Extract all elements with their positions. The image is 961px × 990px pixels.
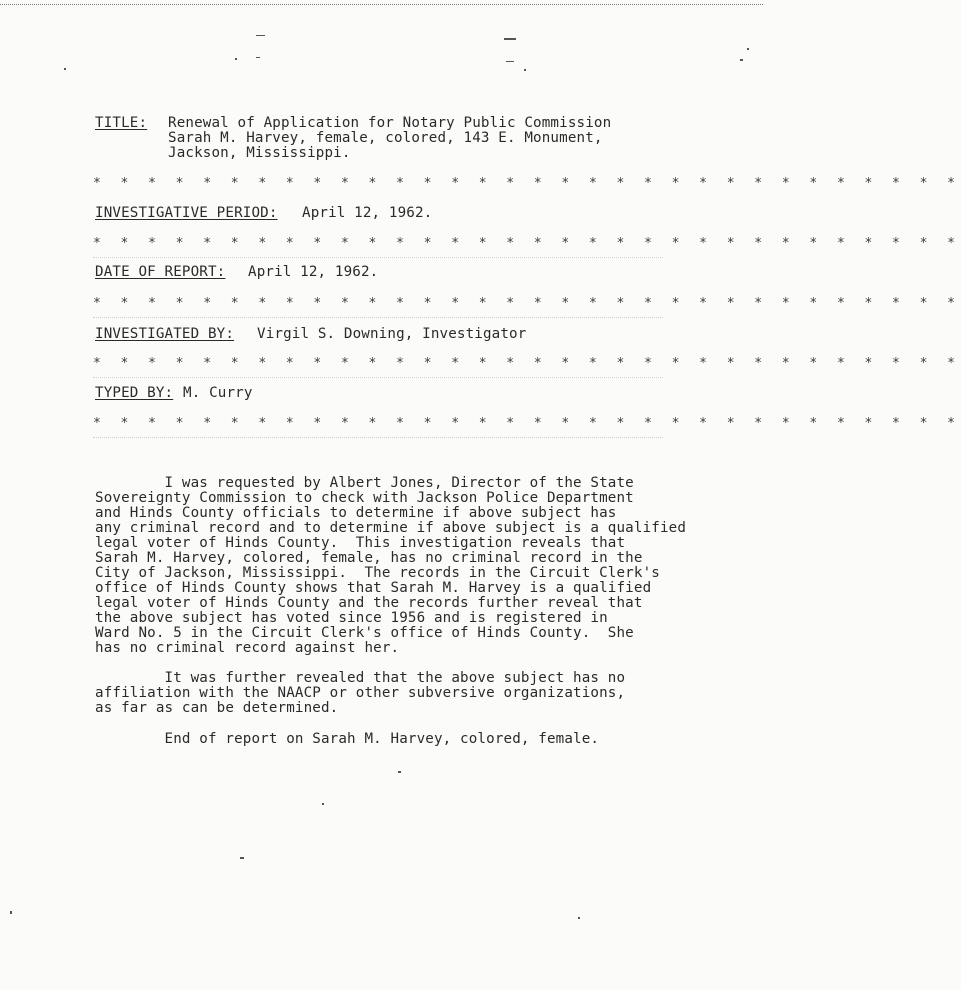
closing-line: End of report on Sarah M. Harvey, colored, female. [95,731,600,747]
body-line: affiliation with the NAACP or other subversive organizations, [95,685,626,701]
scan-speck [256,57,260,58]
body-line: legal voter of Hinds County and the records further reveal that [95,595,643,611]
title-line: Sarah M. Harvey, female, colored, 143 E. Monument, [168,130,603,146]
date-of-report-value: April 12, 1962. [248,264,379,280]
scan-speck [740,59,743,61]
scan-speck [240,857,244,859]
date-of-report-label: DATE OF REPORT: [95,264,226,280]
body-line: I was requested by Albert Jones, Director of the State [95,475,634,491]
body-line: the above subject has voted since 1956 and is registered in [95,610,608,626]
scan-speck [10,911,12,914]
title-line: Renewal of Application for Notary Public Commission [168,115,612,131]
body-line: has no criminal record against her. [95,640,400,656]
faint-bleed-through [93,377,663,378]
faint-bleed-through [93,437,663,438]
faint-bleed-through [93,257,663,258]
typed-by-label: TYPED BY: [95,385,174,401]
scan-speck [322,803,324,805]
investigative-period-value: April 12, 1962. [302,205,433,221]
investigative-period-label: INVESTIGATIVE PERIOD: [95,205,278,221]
faint-bleed-through [93,317,663,318]
body-line: City of Jackson, Mississippi. The records in the Circuit Clerk's [95,565,660,581]
body-line: Sovereignty Commission to check with Jackson Police Department [95,490,634,506]
scan-speck [398,771,401,773]
scan-speck [504,38,516,40]
asterisk-separator: * * * * * * * * * * * * * * * * * * * * * * * * * * * * * * * * [93,176,961,191]
body-line: legal voter of Hinds County. This investigation reveals that [95,535,626,551]
title-label: TITLE: [95,115,148,131]
body-line: Sarah M. Harvey, colored, female, has no criminal record in the [95,550,643,566]
scan-speck [64,68,66,70]
asterisk-separator: * * * * * * * * * * * * * * * * * * * * * * * * * * * * * * * * [93,356,961,371]
asterisk-separator: * * * * * * * * * * * * * * * * * * * * * * * * * * * * * * * * [93,236,961,251]
title-line: Jackson, Mississippi. [168,145,351,161]
body-line: as far as can be determined. [95,700,339,716]
scan-speck [747,48,749,50]
asterisk-separator: * * * * * * * * * * * * * * * * * * * * * * * * * * * * * * * * [93,416,961,431]
investigated-by-value: Virgil S. Downing, Investigator [257,326,527,342]
typed-by-value: M. Curry [183,385,253,401]
investigated-by-label: INVESTIGATED BY: [95,326,235,342]
scan-speck [235,58,237,60]
body-line: It was further revealed that the above subject has no [95,670,626,686]
asterisk-separator: * * * * * * * * * * * * * * * * * * * * * * * * * * * * * * * * [93,296,961,311]
body-line: office of Hinds County shows that Sarah M. Harvey is a qualified [95,580,652,596]
page-top-edge [0,4,763,5]
body-line: any criminal record and to determine if above subject is a qualified [95,520,687,536]
scan-speck [506,61,514,62]
scan-speck [524,69,526,71]
scan-speck [256,35,265,36]
body-line: Ward No. 5 in the Circuit Clerk's office of Hinds County. She [95,625,634,641]
scan-speck [578,917,580,919]
body-line: and Hinds County officials to determine if above subject has [95,505,617,521]
